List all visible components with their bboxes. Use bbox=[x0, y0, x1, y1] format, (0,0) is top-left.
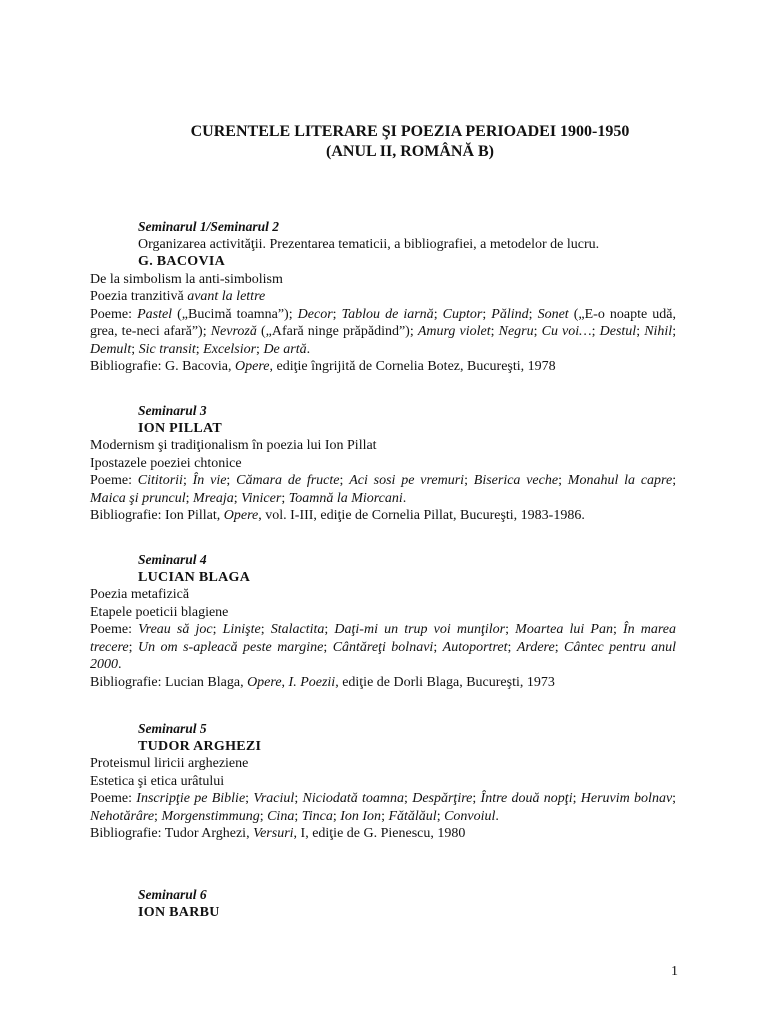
italic-run: Inscripţie pe Biblie bbox=[136, 791, 246, 806]
poems-list bbox=[90, 306, 676, 359]
text-run: ; bbox=[404, 791, 413, 806]
text-run: ; bbox=[472, 791, 481, 806]
text-run: ; bbox=[294, 791, 303, 806]
poems-text bbox=[90, 622, 676, 672]
author-name: ION BARBU bbox=[138, 904, 220, 920]
topic-line: Ipostazele poeziei chtonice bbox=[90, 455, 242, 471]
italic-run: Nihil bbox=[644, 324, 673, 339]
document-title: CURENTELE LITERARE ŞI POEZIA PERIOADEI 1900-1950 bbox=[190, 123, 630, 140]
italic-run: Autoportret bbox=[442, 639, 508, 655]
italic-run: Vreau să joc bbox=[138, 622, 213, 637]
text-run: ; bbox=[433, 306, 443, 322]
italic-run: Niciodată toamna bbox=[302, 791, 405, 806]
italic-run: Pastel bbox=[137, 306, 173, 322]
text-run: ; bbox=[154, 808, 162, 824]
poems-list bbox=[90, 790, 676, 825]
topic-line: Modernism şi tradiţionalism în poezia lui Ion Pillat bbox=[90, 438, 377, 453]
italic-run: Tinca bbox=[301, 808, 333, 824]
text-run: ; bbox=[260, 622, 271, 637]
poems-label: Poeme: bbox=[90, 791, 137, 806]
text-run: ; bbox=[572, 791, 581, 806]
italic-run: Negru bbox=[498, 324, 534, 339]
text-run: („Afară ninge prăpădind”); bbox=[256, 324, 418, 339]
section-seminar-5 bbox=[90, 720, 676, 843]
author-name: LUCIAN BLAGA bbox=[138, 569, 251, 585]
text-run: ; bbox=[131, 341, 139, 357]
italic-run: Opere bbox=[223, 508, 259, 523]
topic-line: Poezia metafizică bbox=[90, 587, 190, 602]
italic-run: Stalactita bbox=[270, 622, 325, 637]
text-run: („E-o noapte udă, grea, te-neci afară”); bbox=[90, 306, 676, 339]
text-run: ; bbox=[436, 808, 445, 824]
section-seminar-6 bbox=[90, 886, 676, 921]
author-name: TUDOR ARGHEZI bbox=[138, 738, 262, 754]
topic-text: Poezia tranzitivă bbox=[90, 289, 188, 304]
topic-line: Estetica şi etica urâtului bbox=[90, 773, 225, 789]
text-run: ; bbox=[332, 808, 341, 824]
text-run: ; bbox=[505, 622, 516, 637]
bibliography bbox=[90, 358, 676, 376]
text-run: ; bbox=[281, 490, 289, 506]
section-seminar-1-2 bbox=[90, 218, 676, 376]
text-run: ; bbox=[226, 473, 237, 488]
seminar-label: Seminarul 1/Seminarul 2 bbox=[138, 219, 280, 234]
italic-run: Excelsior bbox=[203, 341, 257, 357]
italic-run: Cântăreţi bolnavi bbox=[332, 639, 434, 655]
italic-run: Morgenstimmung bbox=[161, 808, 260, 824]
bibliography-text bbox=[90, 508, 585, 523]
italic-run: Între două nopţi bbox=[480, 791, 573, 806]
topic-line: Proteismul liricii argheziene bbox=[90, 756, 249, 771]
bibliography bbox=[90, 674, 676, 692]
text-run: ; bbox=[591, 324, 600, 339]
text-run: ; bbox=[464, 473, 474, 488]
text-run: Bibliografie: Lucian Blaga, bbox=[90, 674, 248, 690]
italic-run: I. Poezii bbox=[288, 674, 336, 690]
bibliography-text bbox=[90, 359, 556, 374]
italic-run: Daţi-mi un trup voi munţilor bbox=[334, 622, 506, 637]
text-run: , ediţie de Dorli Blaga, Bucureşti, 1973 bbox=[335, 674, 555, 690]
italic-run: Decor bbox=[297, 306, 333, 322]
text-run: ; bbox=[528, 306, 538, 322]
seminar-label: Seminarul 6 bbox=[138, 887, 207, 902]
poems-label: Poeme: bbox=[90, 622, 139, 637]
italic-run: Un om s-apleacă peste margine bbox=[137, 639, 324, 655]
poems-text bbox=[90, 473, 676, 506]
poems-text bbox=[90, 791, 676, 824]
text-run: ; bbox=[381, 808, 389, 824]
text-run: . bbox=[402, 490, 407, 506]
text-run: ; bbox=[195, 341, 204, 357]
italic-run: Cina bbox=[267, 808, 295, 824]
text-run: . bbox=[118, 657, 122, 672]
italic-run: Sic transit bbox=[138, 341, 196, 357]
poems-label: Poeme: bbox=[90, 306, 138, 322]
italic-run: Cuptor bbox=[442, 306, 483, 322]
italic-run: Maica şi pruncul bbox=[90, 490, 186, 506]
italic-run: Monahul la capre bbox=[567, 473, 673, 488]
bibliography bbox=[90, 507, 676, 525]
document-subtitle: (ANUL II, ROMÂNĂ B) bbox=[326, 143, 494, 160]
text-run: ; bbox=[233, 490, 242, 506]
topic-line: De la simbolism la anti-simbolism bbox=[90, 271, 283, 287]
italic-run: Convoiul bbox=[444, 808, 496, 824]
italic-run: Amurg violet bbox=[417, 324, 491, 339]
text-run: ; bbox=[212, 622, 223, 637]
italic-run: Opere bbox=[247, 674, 282, 690]
italic-run: Nevroză bbox=[210, 324, 257, 339]
text-run: ; bbox=[672, 791, 677, 806]
italic-run: Linişte bbox=[222, 622, 261, 637]
text-run: ; bbox=[554, 639, 565, 655]
italic-run: Demult bbox=[90, 341, 132, 357]
topic-line bbox=[90, 288, 676, 306]
poems-label: Poeme: bbox=[90, 473, 138, 488]
text-run: , vol. I-III, ediţie de Cornelia Pillat, Bucureşti, 1983-1986. bbox=[258, 508, 585, 523]
text-run: ; bbox=[558, 473, 568, 488]
text-run: Bibliografie: Ion Pillat, bbox=[90, 508, 224, 523]
text-run: ; bbox=[294, 808, 302, 824]
italic-run: Cântec pentru anul 2000 bbox=[90, 639, 677, 672]
text-run: ; bbox=[185, 490, 194, 506]
italic-run: Biserica veche bbox=[473, 473, 559, 488]
text-run: ; bbox=[672, 473, 677, 488]
text-run: . bbox=[306, 341, 311, 357]
text-run: Bibliografie: G. Bacovia, bbox=[90, 359, 236, 374]
text-run: Bibliografie: Tudor Arghezi, bbox=[90, 826, 254, 841]
italic-run: De artă bbox=[263, 341, 307, 357]
text-run: ; bbox=[672, 324, 677, 339]
poems-text bbox=[90, 307, 676, 357]
italic-run: Heruvim bolnav bbox=[580, 791, 673, 806]
italic-run: Versuri bbox=[253, 826, 294, 841]
text-run: , I, ediţie de G. Pienescu, 1980 bbox=[293, 826, 466, 841]
italic-run: Despărţire bbox=[412, 791, 473, 806]
text-run: ; bbox=[490, 324, 499, 339]
italic-run: Vinicer bbox=[241, 490, 282, 506]
section-seminar-4 bbox=[90, 551, 676, 691]
italic-run: Sonet bbox=[537, 306, 569, 322]
bibliography-text bbox=[90, 826, 465, 841]
seminar-intro: Organizarea activităţii. Prezentarea tematicii, a bibliografiei, a metodelor de lucru. bbox=[138, 236, 600, 252]
bibliography bbox=[90, 825, 676, 843]
italic-run: orii bbox=[162, 473, 183, 488]
seminar-label: Seminarul 3 bbox=[138, 403, 207, 418]
text-run: ; bbox=[259, 808, 268, 824]
text-run: ; bbox=[256, 341, 264, 357]
italic-run: Fătălăul bbox=[388, 808, 437, 824]
text-run: ; bbox=[245, 791, 254, 806]
text-run: ; bbox=[636, 324, 645, 339]
text-run: ; bbox=[339, 473, 350, 488]
seminar-label: Seminarul 5 bbox=[138, 721, 207, 736]
topic-line: Etapele poeticii blagiene bbox=[90, 604, 229, 620]
text-run: („Bucimă toamna”); bbox=[172, 306, 298, 322]
italic-run: Tablou de iarnă bbox=[341, 306, 434, 322]
italic-run: Toamnă la Miorcani bbox=[288, 490, 403, 506]
italic-run: Aci sosi pe vremuri bbox=[349, 473, 465, 488]
italic-run: Ion Ion bbox=[340, 808, 382, 824]
text-run: , ediţie îngrijită de Cornelia Botez, Bucureşti, 1978 bbox=[269, 359, 556, 374]
italic-run: Vraciul bbox=[253, 791, 295, 806]
text-run: ; bbox=[482, 306, 492, 322]
italic-run: Moartea lui Pan bbox=[515, 622, 613, 637]
italic-run: Ardere bbox=[516, 639, 555, 655]
text-run: ; bbox=[128, 639, 138, 655]
topic-italic-text: avant la lettre bbox=[187, 289, 266, 304]
text-run: ; bbox=[323, 639, 333, 655]
italic-run: Opere bbox=[235, 359, 270, 374]
italic-run: În marea trecere bbox=[90, 622, 677, 655]
italic-run: Destul bbox=[599, 324, 637, 339]
text-run: ; bbox=[507, 639, 517, 655]
poems-list bbox=[90, 472, 676, 507]
text-run: ; bbox=[433, 639, 443, 655]
seminar-label: Seminarul 4 bbox=[138, 552, 207, 567]
bibliography-text bbox=[90, 675, 555, 690]
text-run: ; bbox=[533, 324, 542, 339]
author-name: ION PILLAT bbox=[138, 420, 223, 436]
italic-run: Nehotărâre bbox=[90, 808, 155, 824]
italic-run: Pălind bbox=[491, 306, 529, 322]
text-run: . bbox=[495, 808, 499, 824]
text-run: ; bbox=[612, 622, 623, 637]
text-run: ; bbox=[332, 306, 342, 322]
italic-run: Cu voi… bbox=[541, 324, 592, 339]
author-name: G. BACOVIA bbox=[138, 254, 226, 269]
text-run: ; bbox=[324, 622, 335, 637]
italic-run: Citit bbox=[137, 473, 163, 488]
text-run: ; bbox=[182, 473, 193, 488]
text-run: , bbox=[281, 674, 289, 690]
italic-run: Mreaja bbox=[193, 490, 234, 506]
section-seminar-3 bbox=[90, 402, 676, 525]
italic-run: În vie bbox=[192, 473, 227, 488]
page-number: 1 bbox=[671, 964, 678, 979]
italic-run: Cămara de fructe bbox=[236, 473, 340, 488]
poems-list bbox=[90, 621, 676, 674]
